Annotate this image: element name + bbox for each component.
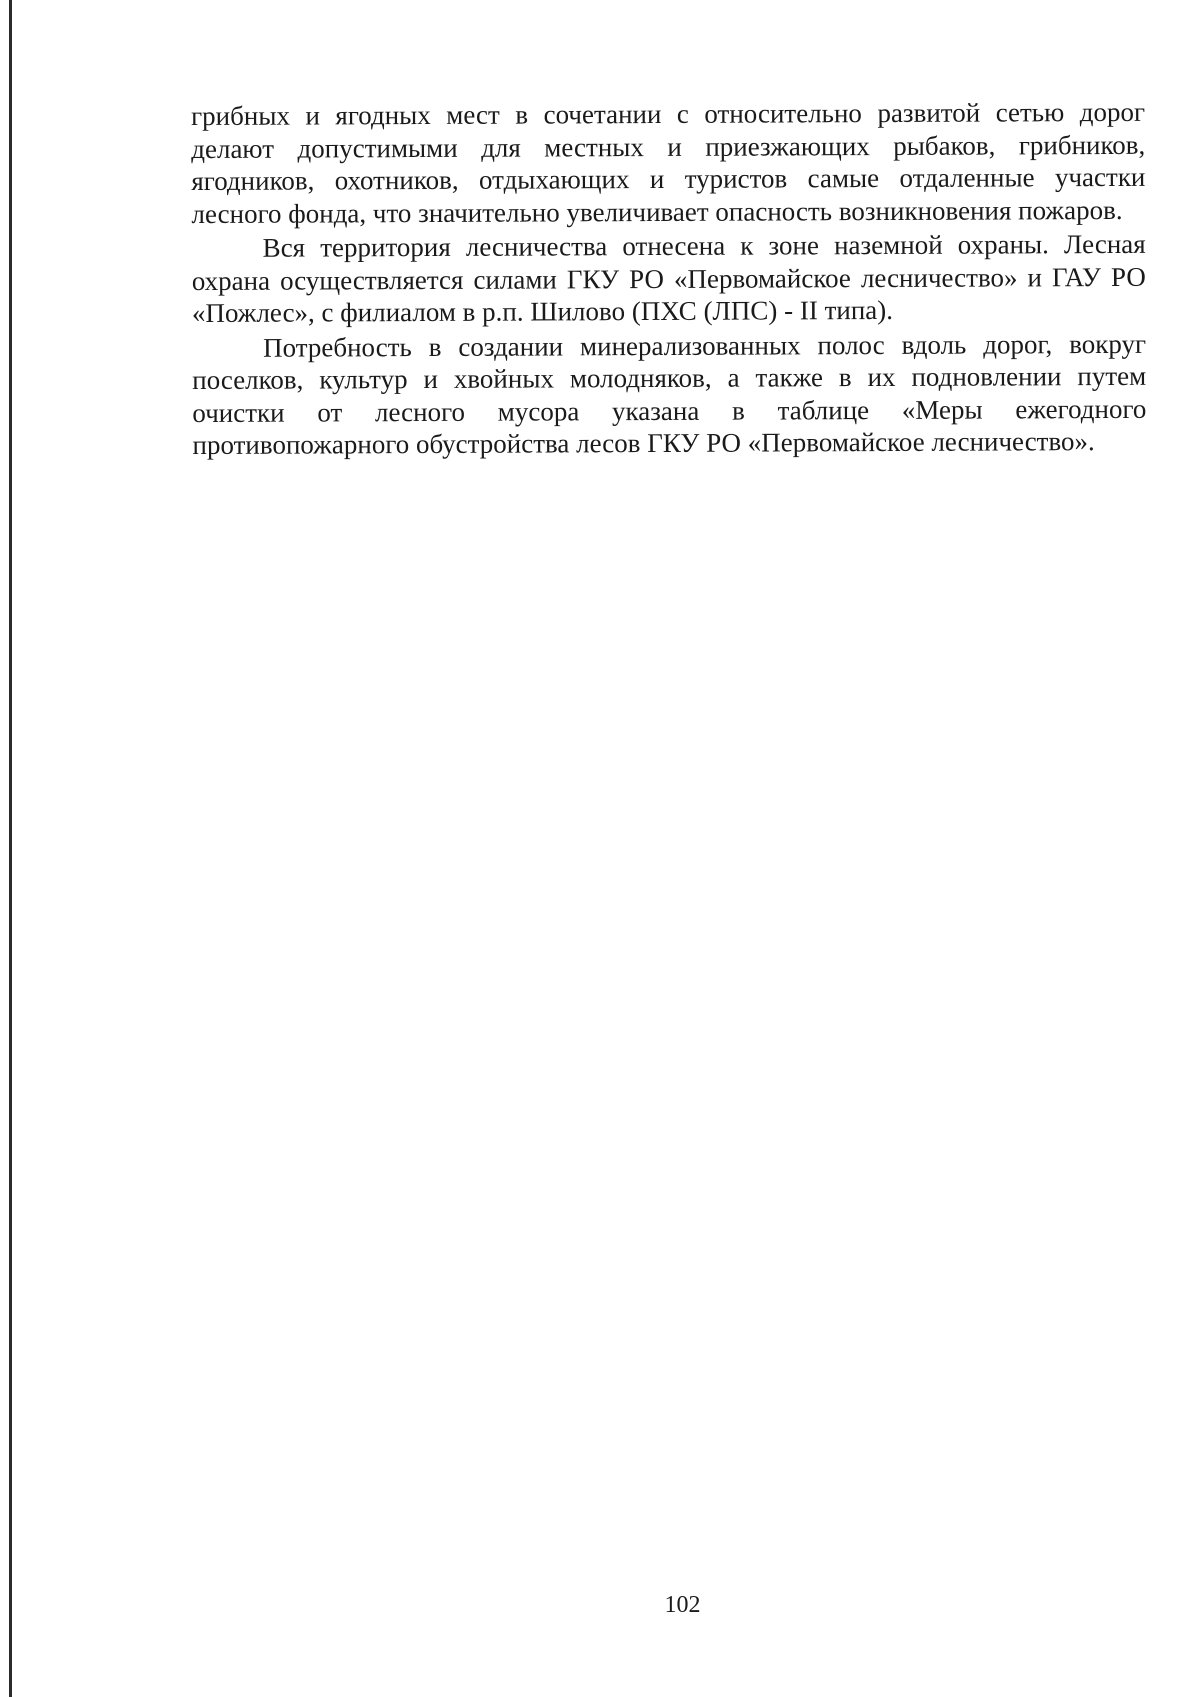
- paragraph-continuation: грибных и ягодных мест в сочетании с относительно развитой сетью дорог делают допустимыми для местных и приезжающих рыбаков, грибников, ягодников, охотников, отдыхающих и туристов самые отдаленные участки лесного фонда, что значительно увеличивает опасность возникновения пожаров.: [191, 96, 1146, 229]
- scan-edge-line: [9, 0, 12, 1697]
- paragraph-mineralized-strips: Потребность в создании минерализованных полос вдоль дорог, вокруг поселков, культур и хвойных молодняков, а также в их подновлении путем очистки от лесного мусора указана в таблице «Меры ежегодного противопожарного обустройства лесов ГКУ РО «Первомайское лесничество».: [192, 328, 1147, 460]
- body-text: [191, 96, 1147, 464]
- page-number: 102: [664, 1592, 701, 1618]
- paragraph-territory-protection: Вся территория лесничества отнесена к зоне наземной охраны. Лесная охрана осуществляется силами ГКУ РО «Первомайское лесничество» и ГАУ РО «Пожлес», с филиалом в р.п. Шилово (ПХС (ЛПС) - II типа).: [191, 228, 1146, 328]
